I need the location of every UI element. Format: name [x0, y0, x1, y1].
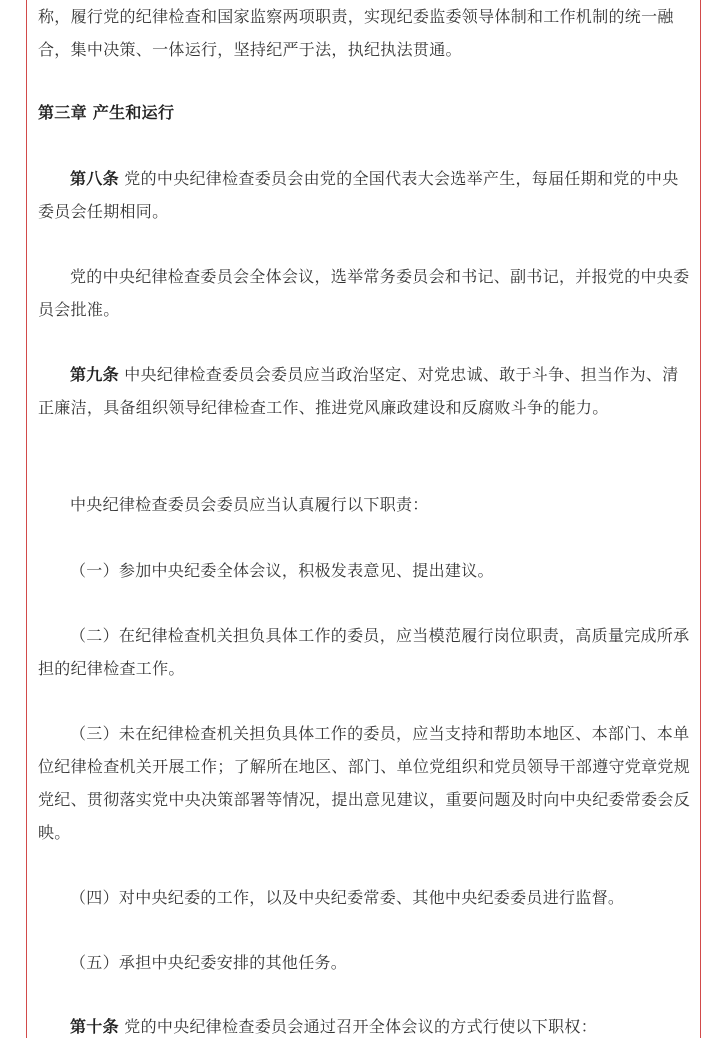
duty-item-5: （五）承担中央纪委安排的其他任务。 — [70, 953, 348, 972]
article-9-paragraph — [38, 358, 692, 424]
article-8-label: 第八条 — [70, 169, 119, 188]
duty-item-4: （四）对中央纪委的工作，以及中央纪委常委、其他中央纪委委员进行监督。 — [70, 888, 625, 907]
paragraph-continuation: 称，履行党的纪律检查和国家监察两项职责，实现纪委监委领导体制和工作机制的统一融合，集中决策、一体运行，坚持纪严于法，执纪执法贯通。 — [38, 7, 674, 59]
article-10-text: 党的中央纪律检查委员会通过召开全体会议的方式行使以下职权： — [124, 1017, 597, 1036]
article-9-text: 中央纪律检查委员会委员应当政治坚定、对党忠诚、敢于斗争、担当作为、清正廉洁，具备组织领导纪律检查工作、推进党风廉政建设和反腐败斗争的能力。 — [38, 365, 679, 417]
duties-intro: 中央纪律检查委员会委员应当认真履行以下职责： — [70, 495, 429, 514]
duty-item-3: （三）未在纪律检查机关担负具体工作的委员，应当支持和帮助本地区、本部门、本单位纪律检查机关开展工作；了解所在地区、部门、单位党组织和党员领导干部遵守党章党规党纪、贯彻落实党中央决策部署等情况，提出意见建议，重要问题及时向中央纪委常委会反映。 — [38, 724, 691, 842]
article-10-label: 第十条 — [70, 1017, 119, 1036]
duty-item-1: （一）参加中央纪委全体会议，积极发表意见、提出建议。 — [70, 561, 494, 580]
article-10-paragraph — [38, 1010, 692, 1043]
article-8-paragraph — [38, 162, 692, 228]
plenary-paragraph: 党的中央纪律检查委员会全体会议，选举常务委员会和书记、副书记，并报党的中央委员会批准。 — [38, 267, 690, 319]
article-8-text: 党的中央纪律检查委员会由党的全国代表大会选举产生，每届任期和党的中央委员会任期相同。 — [38, 169, 679, 221]
chapter-heading: 第三章 产生和运行 — [38, 103, 175, 122]
duty-item-2: （二）在纪律检查机关担负具体工作的委员，应当模范履行岗位职责，高质量完成所承担的纪律检查工作。 — [38, 626, 690, 678]
article-9-label: 第九条 — [70, 365, 119, 384]
